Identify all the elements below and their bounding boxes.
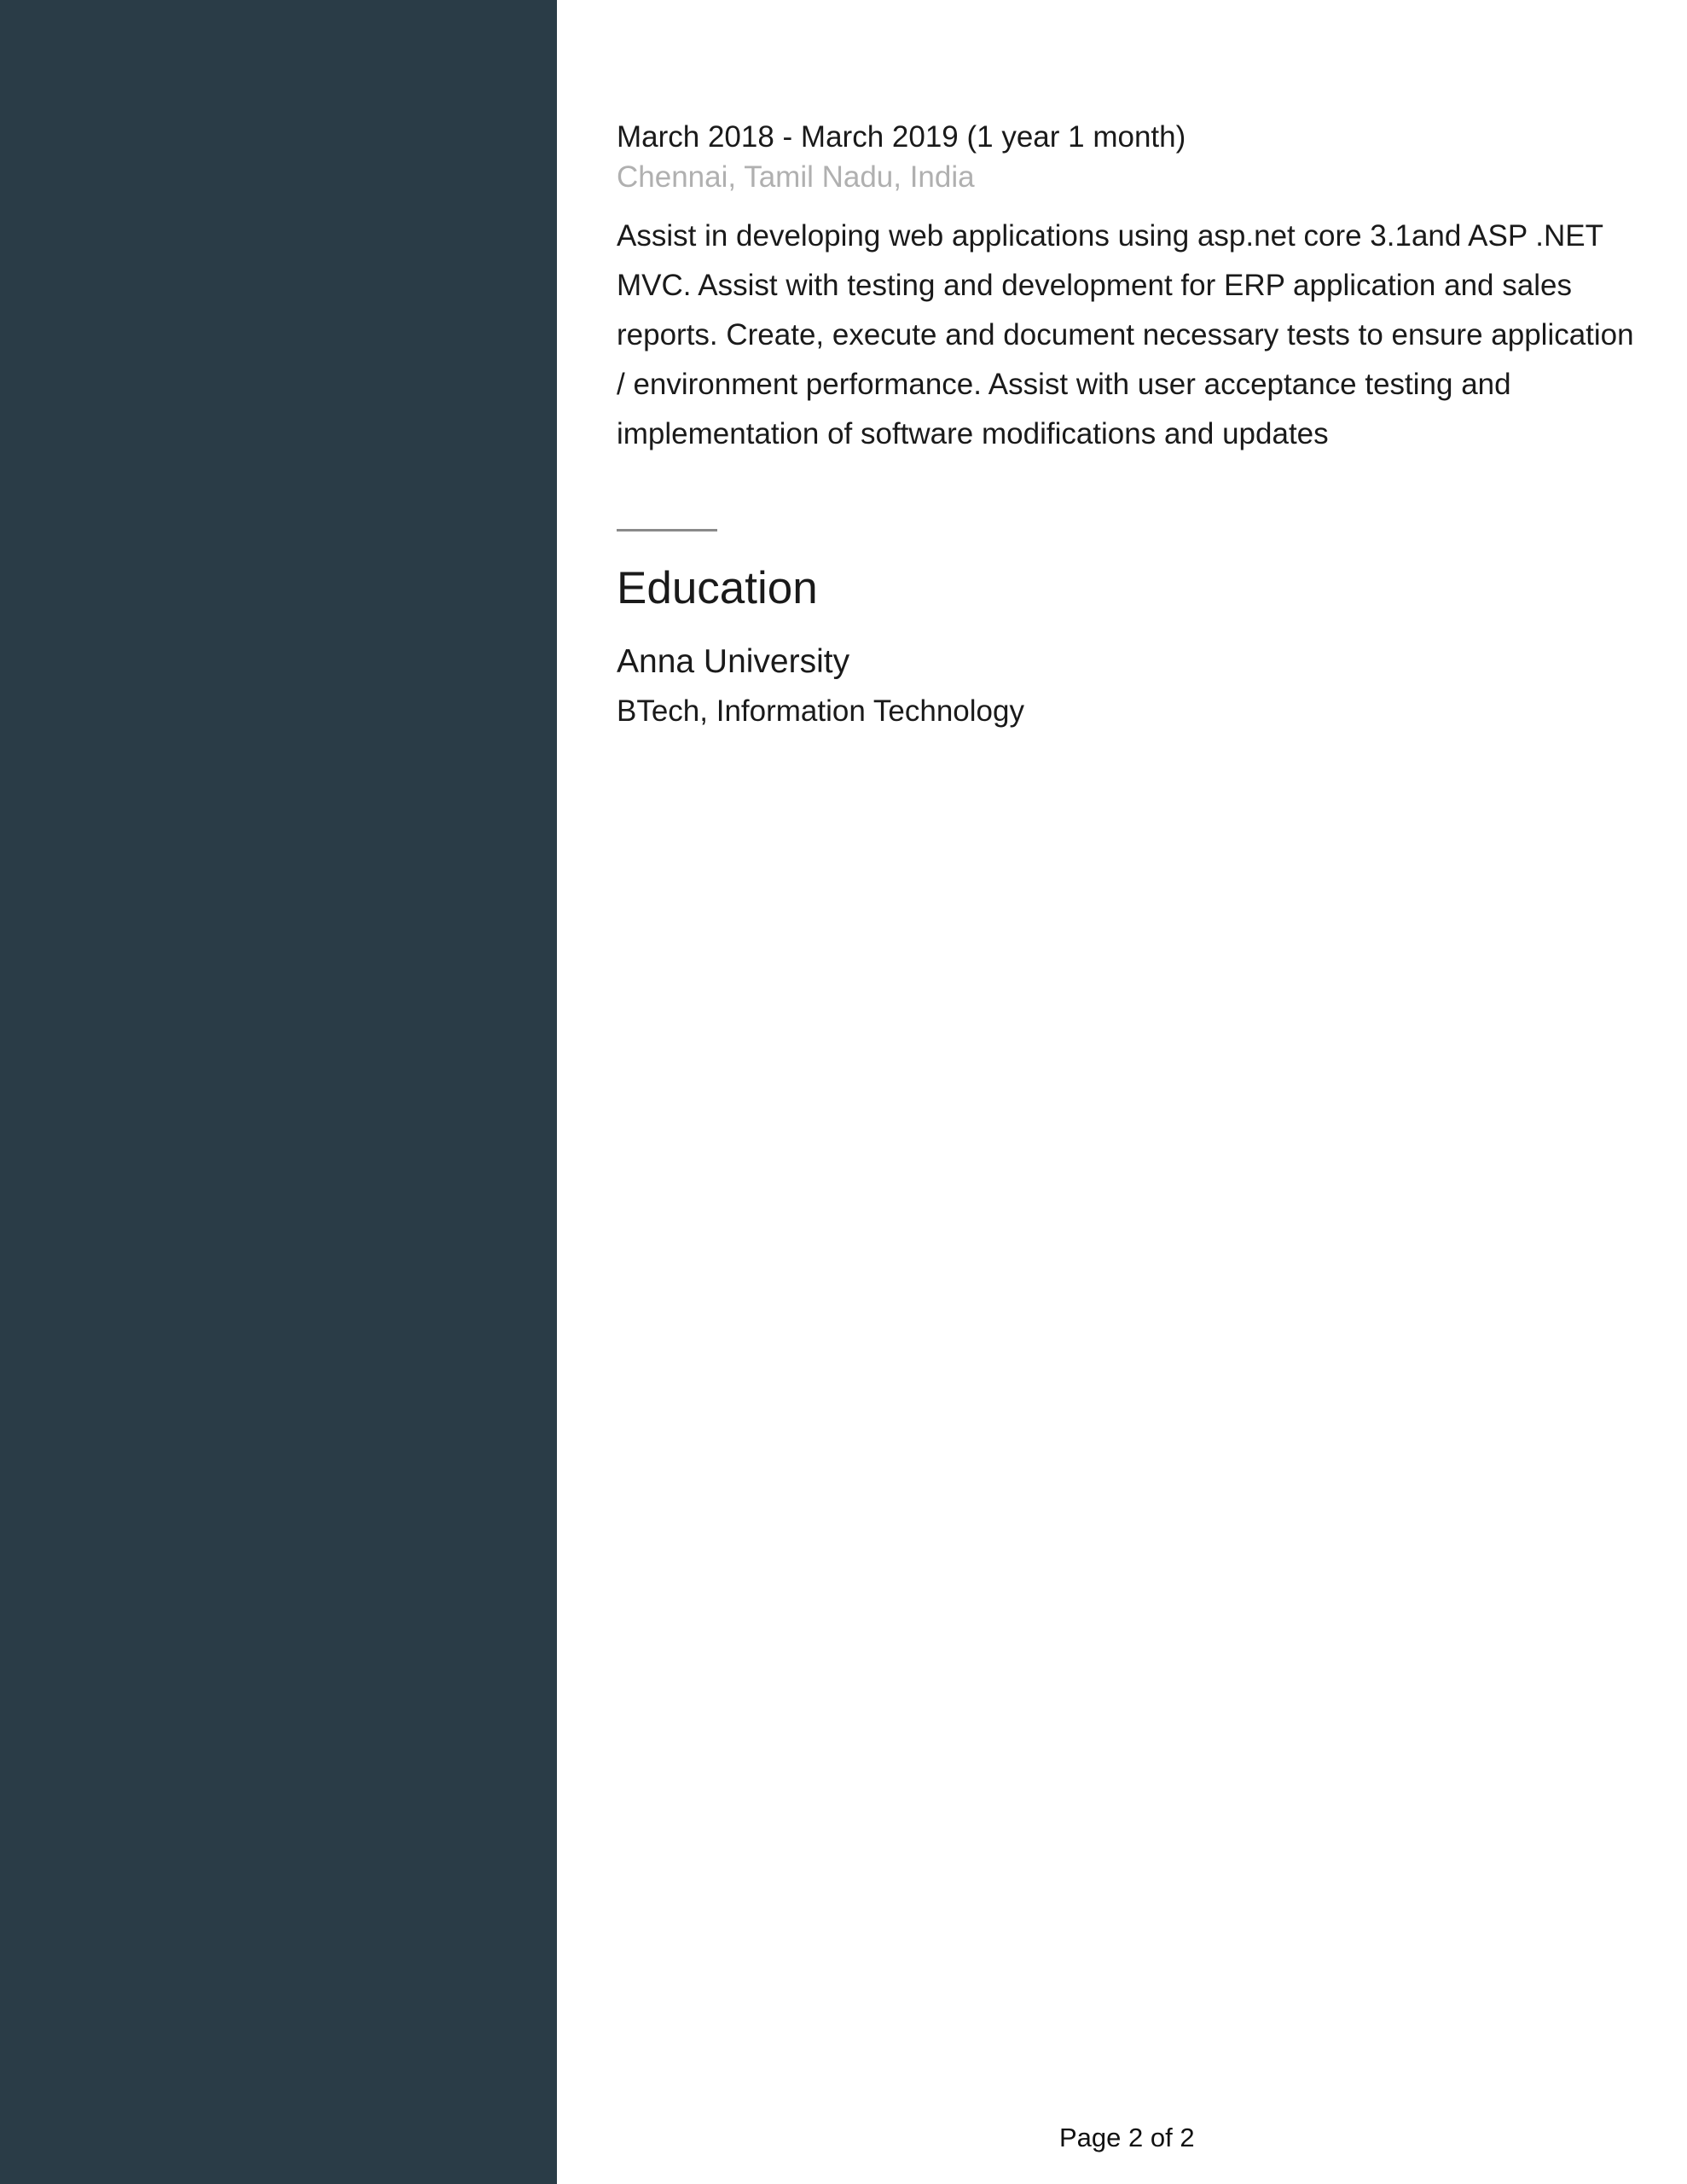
experience-location: Chennai, Tamil Nadu, India	[617, 160, 975, 194]
education-heading: Education	[617, 563, 818, 613]
main-content	[617, 0, 1640, 2184]
education-school: Anna University	[617, 643, 850, 680]
sidebar-panel	[0, 0, 557, 2184]
experience-date-range: March 2018 - March 2019 (1 year 1 month)	[617, 120, 1186, 154]
page-number: Page 2 of 2	[1059, 2123, 1195, 2152]
education-degree: BTech, Information Technology	[617, 694, 1024, 728]
experience-description: Assist in developing web applications using asp.net core 3.1and ASP .NET MVC. Assist with testing and development for ERP application and sales reports. Create, execute and document necessary tests to ensure application / environment performance. Assist with user acceptance testing and implementation of software modifications and updates	[617, 219, 1634, 450]
section-divider	[617, 529, 717, 531]
